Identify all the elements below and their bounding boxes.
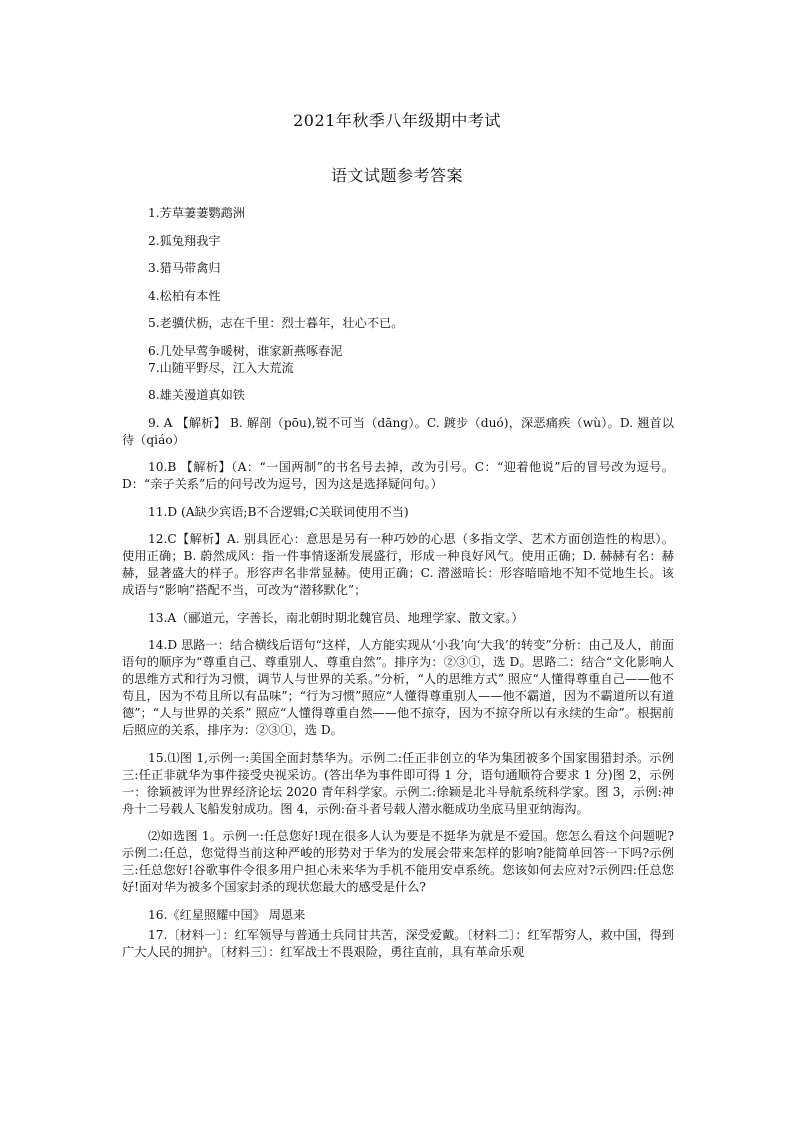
answer-12: 12.C【解析】A. 别具匠心：意思是另有一种巧妙的心思（多指文学、艺术方面创造性的构思）。使用正确；B. 蔚然成风：指一件事情逐渐发展盛行，形成一种良好风气。使用正确；D. 赫赫有名：赫赫，显著盛大的样子。形容声名非常显赫。使用正确；C. 潜滋暗长：形容暗暗地不知不觉地生长。该成语与“影响”搭配不当，可改为“潜移默化”； — [122, 532, 674, 597]
answer-13: 13.A（郦道元，字善长，南北朝时期北魏官员、地理学家、散文家。） — [148, 610, 524, 625]
answer-7: 7.山随平野尽，江入大荒流 — [148, 360, 294, 375]
answer-8: 8.雄关漫道真如铁 — [148, 388, 245, 402]
answer-1: 1.芳草萋萋鹦鹉洲 — [148, 206, 245, 220]
answer-16: 16.《红星照耀中国》 周恩来 — [148, 907, 306, 922]
answer-11: 11.D (A缺少宾语;B不合逻辑;C关联词使用不当) — [148, 504, 409, 519]
answer-4: 4.松柏有本性 — [148, 288, 221, 303]
answer-list — [122, 205, 674, 971]
answer-2: 2.狐兔翔我宇 — [148, 233, 221, 248]
answer-6: 6.几处早莺争暖树，谁家新燕啄春泥 — [148, 343, 343, 358]
answer-3: 3.猎马带禽归 — [148, 261, 221, 275]
exam-title: 2021年秋季八年级期中考试 — [293, 111, 501, 130]
document-subtitle: 语文试题参考答案 — [330, 166, 463, 185]
answer-15-part-1: 15.⑴图 1,示例一:美国全面封禁华为。示例二:任正非创立的华为集团被多个国家围猎封杀。示例三:任正非就华为事件接受央视采访。(答出华为事件即可得 1 分，语句通顺符合要求 1 分)图 2，示例一：徐颖被评为世界经济论坛 2020 青年科学家。示例二:徐颖是北斗导航系统科学家。图 3，示例:神舟十二号载人飞船发射成功。图 4，示例:奋斗者号载人潜水艇成功坐底马里亚纳海沟。 — [122, 750, 674, 816]
answer-15-part-2: ⑵如选图 1。示例一:任总您好!现在很多人认为要是不挺华为就是不爱国。您怎么看这个问题呢?示例二:任总，您觉得当前这种严峻的形势对于华为的发展会带来怎样的影响?能简单回答一下吗?示例三:任总您好!谷歌事件令很多用户担心未来华为手机不能用安卓系统。您该如何去应对?示例四:任总您好!面对华为被多个国家封杀的现状您最大的感受是什么? — [122, 829, 674, 894]
answer-14: 14.D 思路一：结合横线后语句“这样，人方能实现从‘小我’向‘大我’的转变”分析：由己及人，前面语句的顺序为“尊重自己、尊重别人、尊重自然”。排序为：②③①，选 D。思路二：结合“文化影响人的思维方式和行为习惯，调节人与世界的关系。”分析，“人的思维方式” 照应“人懂得尊重自己——他不苟且，因为不苟且所以有品味”；“行为习惯”照应“人懂得尊重别人——他不霸道，因为不霸道所以有道德”；“人与世界的关系” 照应“人懂得尊重自然——他不掠夺，因为不掠夺所以有永续的生命”。根据前后照应的关系，排序为：②③①，选 D。 — [122, 638, 674, 737]
answer-5: 5.老骥伏枥，志在千里：烈士暮年，壮心不已。 — [148, 316, 404, 330]
answer-9: 9. A 【解析】 B. 解剖（pōu),锐不可当（dāng）。C. 踱步（duó)，深恶痛疾（wù）。D. 翘首以待（qiáo） — [122, 415, 674, 447]
answer-10: 10.B 【解析】（A：“一国两制”的书名号去掉，改为引号。C：“迎着他说”后的冒号改为逗号。D：“亲子关系”后的问号改为逗号，因为这是选择疑问句。） — [122, 460, 674, 491]
answer-17: 17.〔材料一〕：红军领导与普通士兵同甘共苦，深受爱戴。〔材料二〕：红军帮穷人，救中国，得到广大人民的拥护。〔材料三〕：红军战士不畏艰险，勇往直前，具有革命乐观 — [122, 927, 674, 959]
